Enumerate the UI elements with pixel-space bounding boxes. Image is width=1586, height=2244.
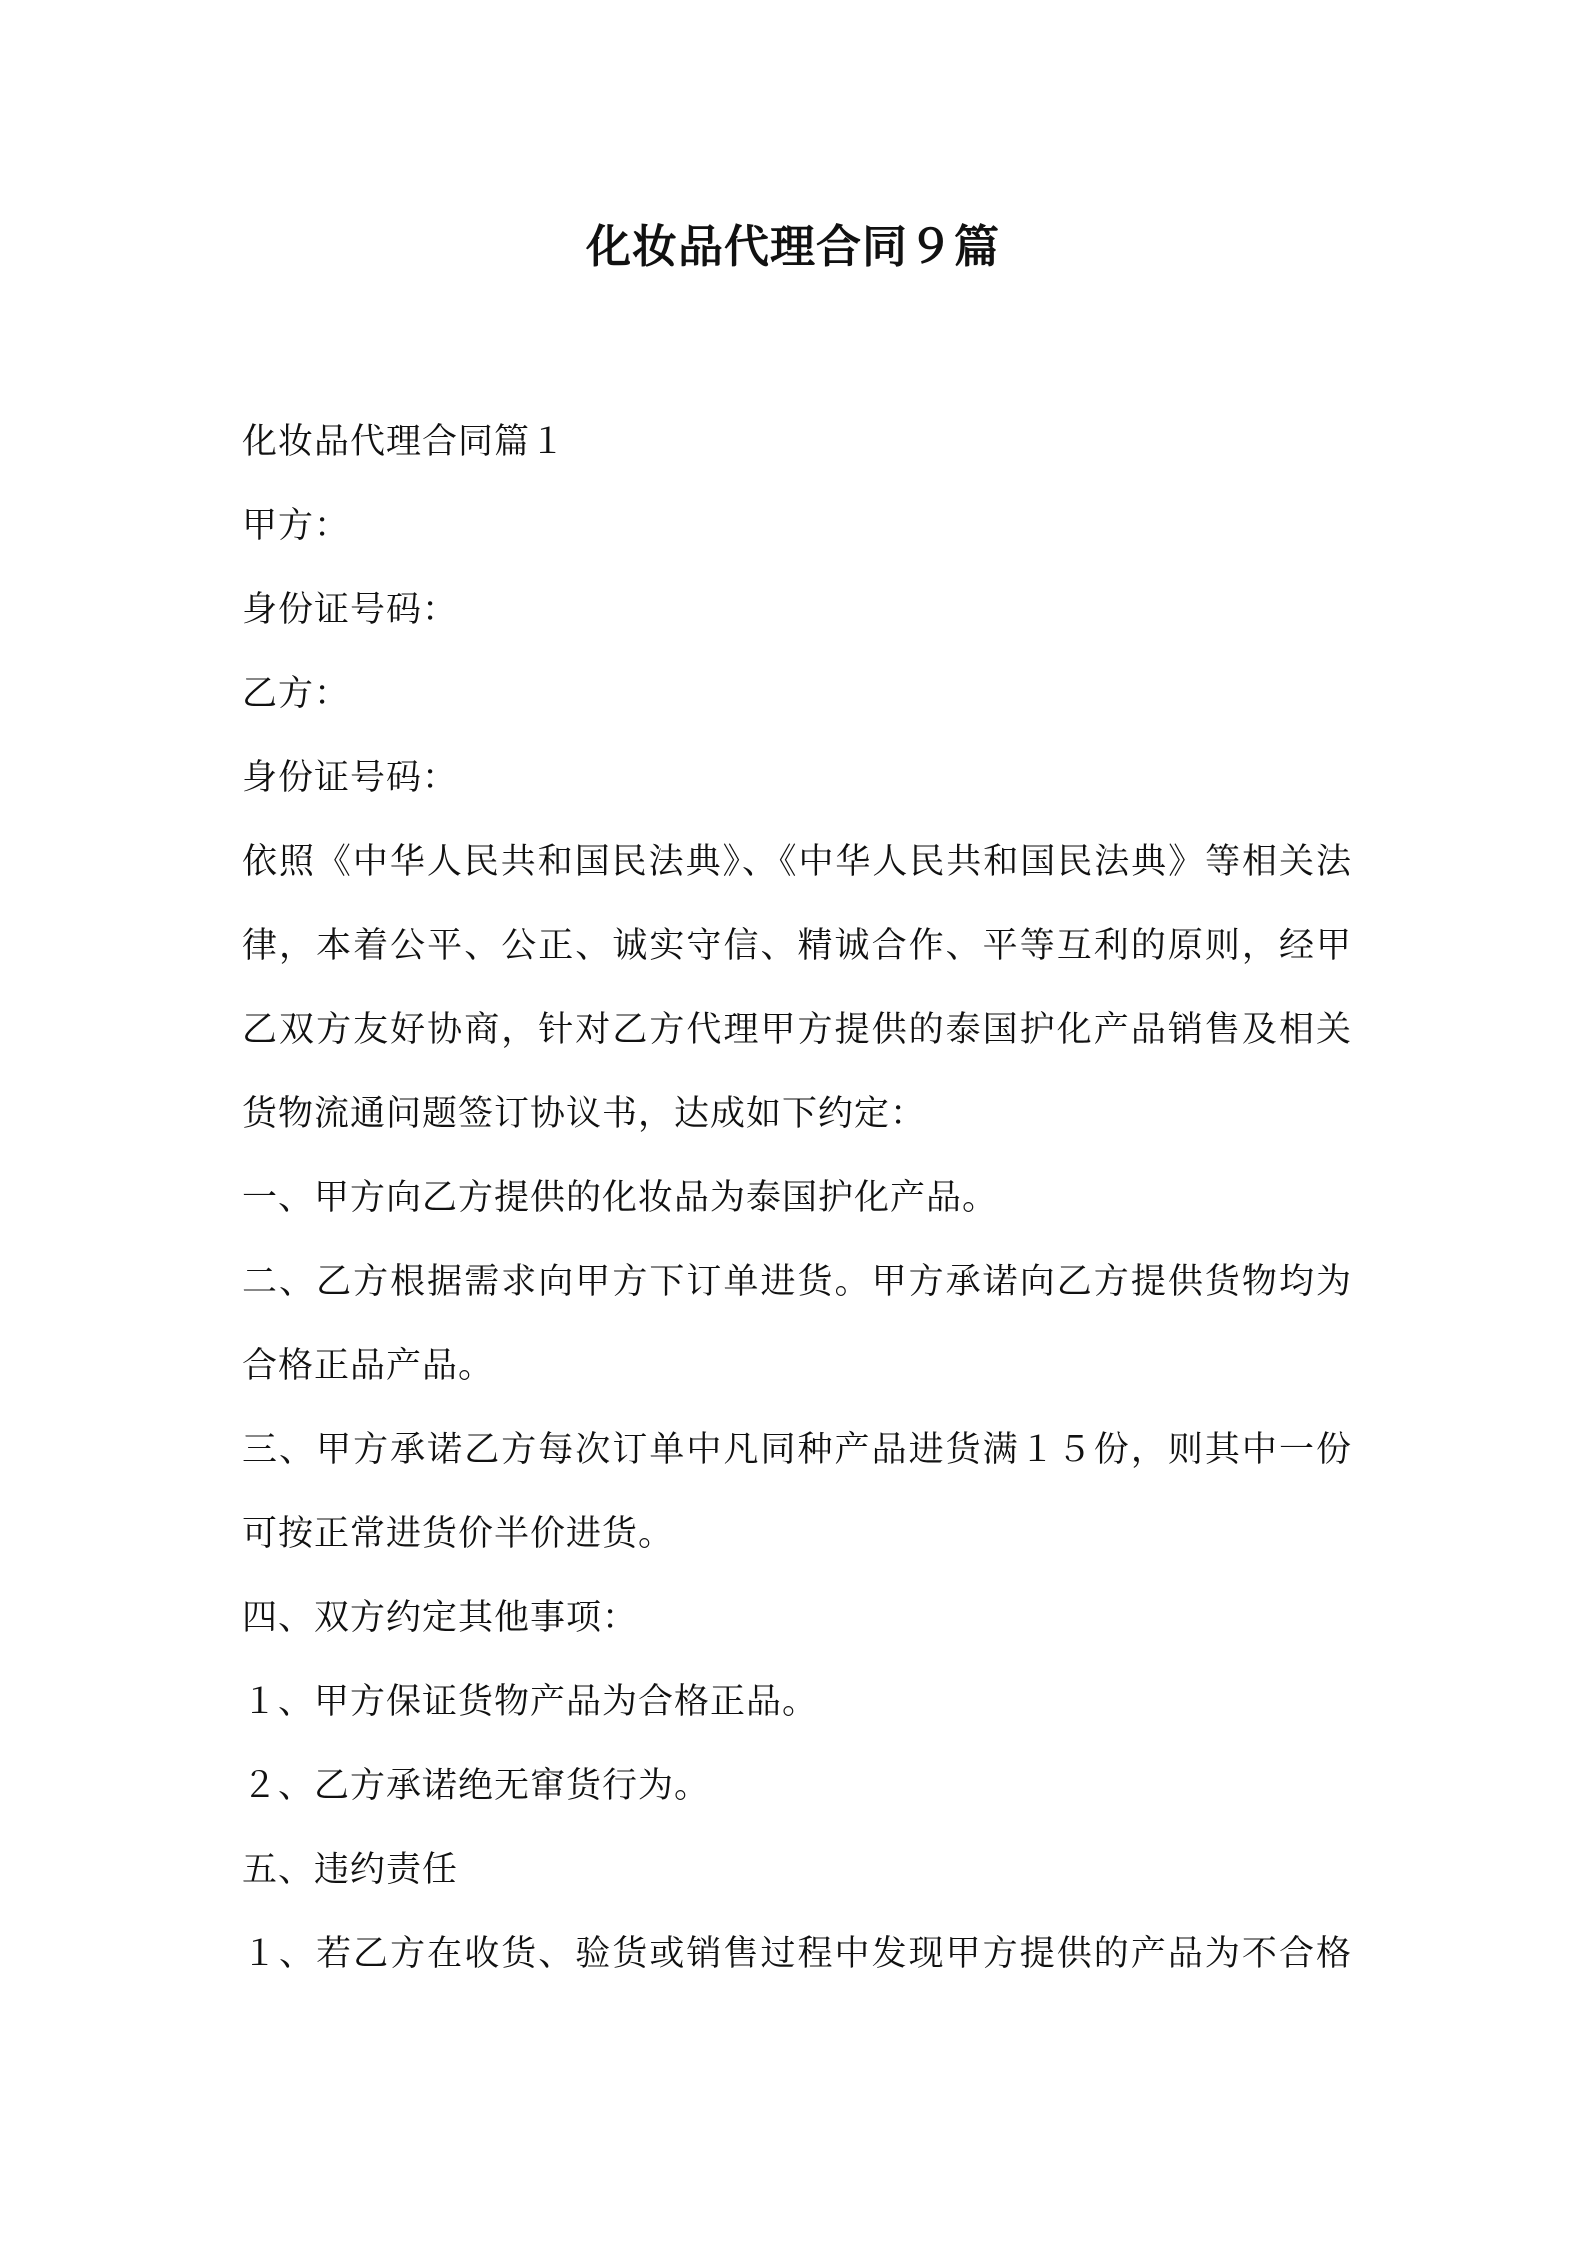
party-b-label: 乙方：: [242, 674, 351, 714]
section-heading: 化妆品代理合同篇１: [242, 422, 567, 462]
clause-2-line: 合格正品产品。: [242, 1346, 495, 1386]
clause-5-heading: 五、违约责任: [242, 1850, 459, 1890]
party-a-label: 甲方：: [242, 506, 351, 546]
party-a-id-label: 身份证号码：: [242, 590, 459, 630]
document-title: 化妆品代理合同９篇: [585, 220, 1000, 273]
clause-4-heading: 四、双方约定其他事项：: [242, 1598, 639, 1638]
clause-3-line: 三、甲方承诺乙方每次订单中凡同种产品进货满１５份，则其中一份: [242, 1430, 1352, 1470]
preamble-line: 律，本着公平、公正、诚实守信、精诚合作、平等互利的原则，经甲: [242, 926, 1352, 966]
clause-4-item: ２、乙方承诺绝无窜货行为。: [242, 1766, 711, 1806]
clause-1: 一、甲方向乙方提供的化妆品为泰国护化产品。: [242, 1178, 999, 1218]
party-b-id-label: 身份证号码：: [242, 758, 459, 798]
preamble-line: 乙双方友好协商，针对乙方代理甲方提供的泰国护化产品销售及相关: [242, 1010, 1352, 1050]
clause-5-item: １、若乙方在收货、验货或销售过程中发现甲方提供的产品为不合格: [242, 1934, 1352, 1974]
clause-2-line: 二、乙方根据需求向甲方下订单进货。甲方承诺向乙方提供货物均为: [242, 1262, 1352, 1302]
preamble-line: 货物流通问题签订协议书，达成如下约定：: [242, 1094, 927, 1134]
clause-4-item: １、甲方保证货物产品为合格正品。: [242, 1682, 819, 1722]
clause-3-line: 可按正常进货价半价进货。: [242, 1514, 675, 1554]
document-body: [242, 400, 1352, 1996]
preamble-line: 依照《中华人民共和国民法典》、《中华人民共和国民法典》等相关法: [242, 842, 1352, 882]
